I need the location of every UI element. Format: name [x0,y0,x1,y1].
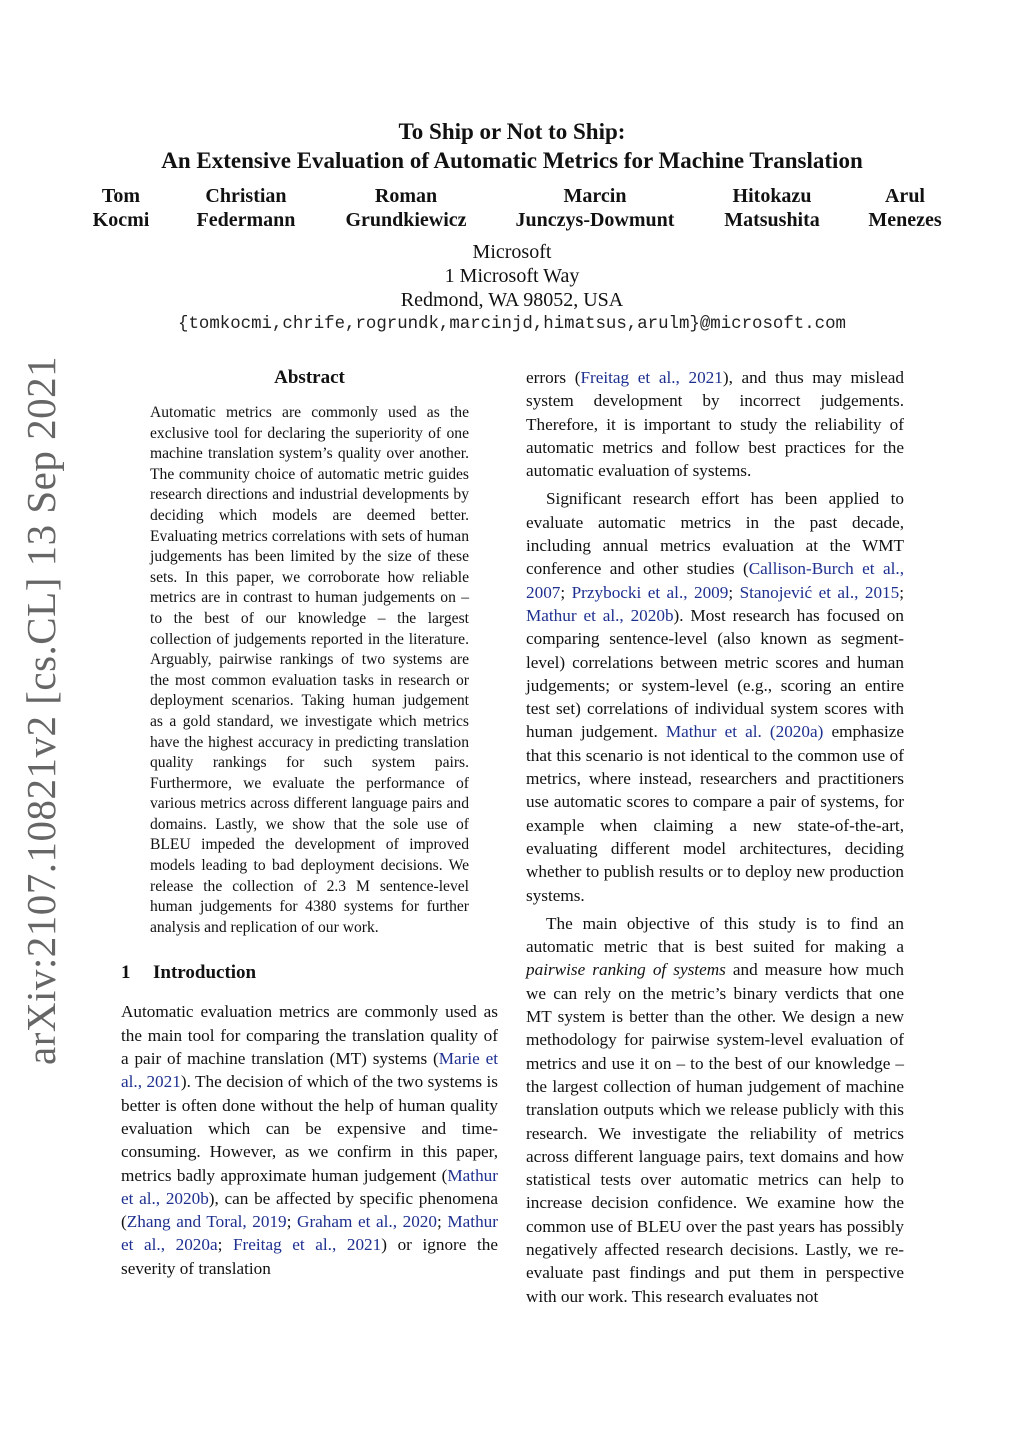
author-first-name: Roman [374,185,438,207]
author-junczys-dowmunt [516,184,675,232]
title-line-1: To Ship or Not to Ship: [398,119,626,144]
right-column [526,366,904,1308]
citation-link[interactable]: Graham et al., 2020 [297,1212,437,1232]
abstract-text: Automatic metrics are commonly used as the exclusive tool for declaring the superiority of one machine translation system’s quality over another. The community choice of automatic metric guides research directions and industrial developments by deciding which models are deemed better. Evaluating metrics correlations with sets of human judgements has been limited by the size of these sets. In this paper, we corroborate how reliable metrics are in contrast to human judgements on – to the best of our knowledge – the largest collection of judgements reported in the literature. Arguably, pairwise rankings of two systems are the most common evaluation tasks in research or deployment scenarios. Taking human judgement as a gold standard, we investigate which metrics have the highest accuracy in predicting translation quality rankings for such system pairs. Furthermore, we evaluate the performance of various metrics across different language pairs and domains. Lastly, we show that the sole use of BLEU impeded the development of improved models leading to bad deployment decisions. We release the collection of 2.3 M sentence-level human judgements for 4380 systems for further analysis and replication of our work. [150,404,469,936]
author-emails: {tomkocmi,chrife,rogrundk,marcinjd,himatsus,arulm}@microsoft.com [178,315,846,334]
author-federmann [197,184,296,232]
section-number: 1 [121,962,131,984]
author-last-name: Menezes [868,209,942,231]
intro-paragraph-1: Automatic evaluation metrics are commonly used as the main tool for comparing the translation quality of a pair of machine translation (MT) systems (Marie et al., 2021). The decision of which of the two systems is better is often done without the help of human quality evaluation which can be expensive and time-consuming. However, as we confirm in this paper, metrics badly approximate human judgement (Mathur et al., 2020b), can be affected by specific phenomena (Zhang and Toral, 2019; Graham et al., 2020; Mathur et al., 2020a; Freitag et al., 2021) or ignore the severity of translation [121,1002,499,1278]
affiliation-city: Redmond, WA 98052, USA [400,289,624,311]
author-first-name: Marcin [563,185,627,207]
abstract-heading: Abstract [274,367,345,388]
intro-paragraph-3: The main objective of this study is to find an automatic metric that is best suited for making a pairwise ranking of systems and measure how much we can rely on the metric’s binary verdicts that one MT system is better than the other. We design a new methodology for pairwise system-level evaluation of metrics and use it on – to the best of our knowledge – the largest collection of human judgement of machine translation outputs which we release publicly with this research. We investigate the reliability of metrics across different language pairs, text domains and how statistical tests over automatic metrics can help to increase decision confidence. We examine how the common use of BLEU over the past years has possibly negatively affected research decisions. Lastly, we re-evaluate past findings and put them in perspective with our work. This research evaluates not [526,913,904,1306]
title-line-2: An Extensive Evaluation of Automatic Metrics for Machine Translation [161,148,863,173]
section-title: Introduction [153,962,257,984]
citation-link[interactable]: Zhang and Toral, 2019 [126,1212,287,1232]
section-heading-introduction [121,961,498,985]
author-last-name: Grundkiewicz [345,209,467,231]
paper-title [0,117,1024,175]
citation-link[interactable]: Freitag et al., 2021 [580,368,723,387]
citation-link[interactable]: Stanojević et al., 2015 [739,582,900,602]
author-first-name: Tom [101,185,141,207]
author-last-name: Junczys-Dowmunt [515,209,675,231]
author-grundkiewicz [345,184,466,232]
citation-link[interactable]: Mathur et al., 2020a [121,1212,498,1255]
author-kocmi [93,184,150,232]
author-last-name: Kocmi [92,209,150,231]
affiliation-org: Microsoft [472,241,552,263]
affiliation-street: 1 Microsoft Way [444,265,580,287]
author-first-name: Hitokazu [732,185,812,207]
intro-paragraph-2: Significant research effort has been applied to evaluate automatic metrics in the past decade, including annual metrics evaluation at the WMT conference and other studies (Callison-Burch et al., 2007; Przybocki et al., 2009; Stanojević et al., 2015; Mathur et al., 2020b). Most research has focused on comparing sentence-level (also known as segment-level) correlations between metric scores and human judgements; or system-level (e.g., scoring an entire test set) correlations of individual system scores with human judgement. Mathur et al. (2020a) emphasize that this scenario is not identical to the common use of metrics, where instead, researchers and practitioners use automatic scores to compare a pair of systems, for example when claiming a new state-of-the-art, evaluating different model architectures, deciding whether to publish results or to deploy new production systems. [526,489,905,905]
citation-link[interactable]: Mathur et al. (2020a) [665,722,824,742]
citation-link[interactable]: Mathur et al., 2020b [526,605,674,625]
author-first-name: Arul [884,185,925,207]
citation-link[interactable]: Freitag et al., 2021 [232,1235,382,1255]
intro-paragraph-1-continued: errors (Freitag et al., 2021), and thus may mislead system development by incorrect judgements. Therefore, it is important to study the reliability of automatic metrics and follow best practices for the automatic evaluation of systems. [526,368,904,481]
affiliation [0,240,1024,312]
citation-link[interactable]: Marie et al., 2021 [121,1049,498,1092]
emphasis-phrase: pairwise ranking of systems [526,960,726,980]
author-last-name: Matsushita [724,209,820,231]
author-first-name: Christian [205,185,287,207]
citation-link[interactable]: Przybocki et al., 2009 [571,582,729,602]
author-menezes [868,184,941,232]
author-matsushita [724,184,820,232]
citation-link[interactable]: Mathur et al., 2020b [121,1165,498,1208]
citation-link[interactable]: Callison-Burch et al., 2007 [526,559,904,602]
left-column [121,366,498,1280]
author-last-name: Federmann [196,209,296,231]
arxiv-identifier: arXiv:2107.10821v2 [cs.CL] 13 Sep 2021 [18,355,64,1065]
